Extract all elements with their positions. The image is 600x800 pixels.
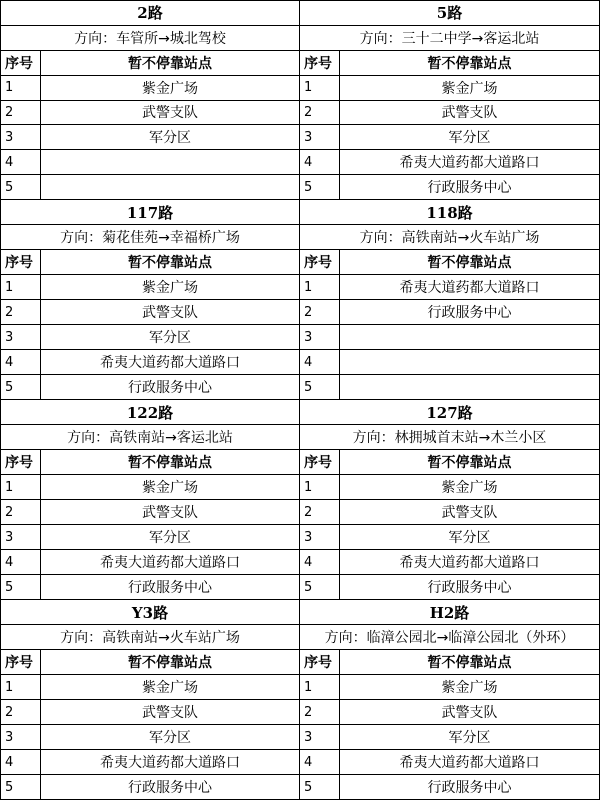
row-number: 2 xyxy=(300,300,340,324)
table-row xyxy=(300,724,599,749)
row-number: 3 xyxy=(1,525,41,549)
row-number: 4 xyxy=(1,550,41,574)
row-number: 5 xyxy=(300,775,340,799)
table-row xyxy=(1,100,299,125)
table-row xyxy=(300,174,599,199)
stop-name: 军分区 xyxy=(149,730,191,746)
table-header xyxy=(1,649,299,674)
row-number: 3 xyxy=(1,125,41,149)
table-header xyxy=(1,50,299,75)
row-number: 2 xyxy=(300,700,340,724)
row-number: 1 xyxy=(1,475,41,499)
header-stop: 暂不停靠站点 xyxy=(128,455,212,471)
table-row xyxy=(1,549,299,574)
header-no: 序号 xyxy=(300,450,340,474)
table-header xyxy=(300,249,599,274)
row-number: 1 xyxy=(1,275,41,299)
row-number: 2 xyxy=(300,500,340,524)
table-row xyxy=(300,149,599,174)
stop-name: 希夷大道药都大道路口 xyxy=(399,280,540,296)
header-stop: 暂不停靠站点 xyxy=(427,655,512,671)
row-number: 2 xyxy=(1,101,41,125)
table-row xyxy=(1,749,299,774)
stop-name: 武警支队 xyxy=(142,305,198,321)
row-number: 3 xyxy=(1,325,41,349)
route-title: 122路 xyxy=(126,403,174,422)
route-direction: 方向：临漳公园北→临漳公园北（外环） xyxy=(300,624,599,649)
table-row xyxy=(1,524,299,549)
row-number: 1 xyxy=(300,76,340,100)
table-row xyxy=(1,75,299,100)
row-number: 4 xyxy=(1,150,41,174)
stop-name: 军分区 xyxy=(149,330,191,346)
header-stop: 暂不停靠站点 xyxy=(427,455,512,471)
row-number: 5 xyxy=(1,775,41,799)
row-number: 4 xyxy=(1,750,41,774)
table-row xyxy=(1,324,299,349)
table-row xyxy=(1,149,299,174)
row-number: 1 xyxy=(300,675,340,699)
table-row xyxy=(300,474,599,499)
stop-name xyxy=(340,375,599,399)
stop-name: 武警支队 xyxy=(142,505,198,521)
stop-name: 紫金广场 xyxy=(441,80,498,97)
stop-name: 武警支队 xyxy=(441,505,498,521)
header-no: 序号 xyxy=(1,250,41,274)
row-number: 5 xyxy=(300,175,340,199)
table-row xyxy=(300,499,599,524)
table-row xyxy=(300,674,599,699)
row-number: 2 xyxy=(1,700,41,724)
header-no: 序号 xyxy=(300,51,340,75)
route-direction: 方向：菊花佳苑→幸福桥广场 xyxy=(1,224,299,249)
route-title: 2路 xyxy=(137,4,163,23)
stop-name: 行政服务中心 xyxy=(427,780,512,796)
table-header xyxy=(300,449,599,474)
route-card xyxy=(0,0,300,200)
table-header xyxy=(1,449,299,474)
route-direction: 方向：三十二中学→客运北站 xyxy=(300,25,599,50)
table-row xyxy=(300,549,599,574)
route-direction: 方向：车管所→城北驾校 xyxy=(1,25,299,50)
stop-name: 希夷大道药都大道路口 xyxy=(399,555,540,571)
route-title: Y3路 xyxy=(131,603,169,622)
stop-name: 希夷大道药都大道路口 xyxy=(100,755,240,771)
stop-name: 行政服务中心 xyxy=(128,780,212,796)
table-row xyxy=(1,299,299,324)
row-number: 1 xyxy=(300,475,340,499)
row-number: 5 xyxy=(1,375,41,399)
table-row xyxy=(300,124,599,149)
table-header xyxy=(1,249,299,274)
header-stop: 暂不停靠站点 xyxy=(427,255,512,271)
table-row xyxy=(1,674,299,699)
table-row xyxy=(1,374,299,399)
route-card xyxy=(0,600,300,800)
stop-name: 紫金广场 xyxy=(142,280,198,296)
header-no: 序号 xyxy=(1,650,41,674)
row-number: 1 xyxy=(300,275,340,299)
header-no: 序号 xyxy=(300,650,340,674)
row-number: 3 xyxy=(1,725,41,749)
stop-name: 武警支队 xyxy=(441,105,498,122)
stop-name: 武警支队 xyxy=(142,105,198,122)
stop-name: 希夷大道药都大道路口 xyxy=(100,555,240,571)
table-row xyxy=(1,124,299,149)
stop-name: 紫金广场 xyxy=(441,680,498,696)
stop-name: 行政服务中心 xyxy=(128,580,212,596)
stop-name: 军分区 xyxy=(149,530,191,546)
table-row xyxy=(1,574,299,599)
table-row xyxy=(300,100,599,125)
route-card xyxy=(300,200,600,400)
stop-name: 武警支队 xyxy=(441,705,498,721)
table-row xyxy=(300,299,599,324)
table-row xyxy=(300,574,599,599)
stop-name: 军分区 xyxy=(448,530,491,546)
route-title: H2路 xyxy=(429,603,470,622)
header-no: 序号 xyxy=(300,250,340,274)
row-number: 5 xyxy=(300,375,340,399)
stop-name: 希夷大道药都大道路口 xyxy=(100,355,240,371)
table-row xyxy=(1,274,299,299)
stop-name: 军分区 xyxy=(149,130,191,147)
stop-name: 希夷大道药都大道路口 xyxy=(399,755,540,771)
row-number: 3 xyxy=(300,125,340,149)
stop-name: 行政服务中心 xyxy=(427,580,512,596)
table-row xyxy=(300,324,599,349)
row-number: 3 xyxy=(300,325,340,349)
table-row xyxy=(300,524,599,549)
row-number: 5 xyxy=(300,575,340,599)
row-number: 3 xyxy=(300,525,340,549)
table-row xyxy=(300,774,599,799)
header-no: 序号 xyxy=(1,450,41,474)
route-card xyxy=(300,0,600,200)
stop-name: 行政服务中心 xyxy=(427,305,512,321)
table-row xyxy=(300,749,599,774)
table-header xyxy=(300,50,599,75)
header-stop: 暂不停靠站点 xyxy=(427,55,512,72)
table-row xyxy=(1,774,299,799)
table-header xyxy=(300,649,599,674)
row-number: 4 xyxy=(300,550,340,574)
row-number: 2 xyxy=(300,101,340,125)
row-number: 1 xyxy=(1,76,41,100)
route-direction: 方向：林拥城首末站→木兰小区 xyxy=(300,424,599,449)
route-card xyxy=(0,200,300,400)
table-row xyxy=(1,174,299,199)
route-title: 117路 xyxy=(126,203,174,222)
stop-name xyxy=(340,325,599,349)
row-number: 5 xyxy=(1,575,41,599)
route-title: 5路 xyxy=(436,4,463,23)
table-row xyxy=(300,75,599,100)
stop-name: 军分区 xyxy=(448,130,491,147)
route-title: 127路 xyxy=(426,403,473,422)
route-title: 118路 xyxy=(426,203,473,222)
row-number: 4 xyxy=(300,150,340,174)
stop-name xyxy=(41,150,299,174)
header-stop: 暂不停靠站点 xyxy=(128,55,212,72)
row-number: 4 xyxy=(300,350,340,374)
row-number: 4 xyxy=(300,750,340,774)
stop-name: 希夷大道药都大道路口 xyxy=(399,155,540,172)
header-stop: 暂不停靠站点 xyxy=(128,655,212,671)
row-number: 3 xyxy=(300,725,340,749)
route-card xyxy=(0,400,300,600)
stop-name: 紫金广场 xyxy=(441,480,498,496)
table-row xyxy=(1,699,299,724)
stop-name: 行政服务中心 xyxy=(427,180,512,197)
row-number: 2 xyxy=(1,500,41,524)
header-stop: 暂不停靠站点 xyxy=(128,255,212,271)
stop-name: 紫金广场 xyxy=(142,80,198,97)
stop-name xyxy=(41,175,299,199)
stop-name: 武警支队 xyxy=(142,705,198,721)
table-row xyxy=(1,474,299,499)
table-row xyxy=(300,699,599,724)
route-card xyxy=(300,400,600,600)
row-number: 5 xyxy=(1,175,41,199)
table-row xyxy=(300,274,599,299)
row-number: 4 xyxy=(1,350,41,374)
table-row xyxy=(1,499,299,524)
table-row xyxy=(300,349,599,374)
stop-name: 行政服务中心 xyxy=(128,380,212,396)
stop-name: 紫金广场 xyxy=(142,480,198,496)
route-direction: 方向：高铁南站→火车站广场 xyxy=(300,224,599,249)
route-direction: 方向：高铁南站→客运北站 xyxy=(1,424,299,449)
header-no: 序号 xyxy=(1,51,41,75)
stop-name xyxy=(340,350,599,374)
route-direction: 方向：高铁南站→火车站广场 xyxy=(1,624,299,649)
row-number: 2 xyxy=(1,300,41,324)
stop-name: 军分区 xyxy=(448,730,491,746)
table-row xyxy=(1,349,299,374)
row-number: 1 xyxy=(1,675,41,699)
route-card xyxy=(300,600,600,800)
stop-name: 紫金广场 xyxy=(142,680,198,696)
table-row xyxy=(300,374,599,399)
table-row xyxy=(1,724,299,749)
